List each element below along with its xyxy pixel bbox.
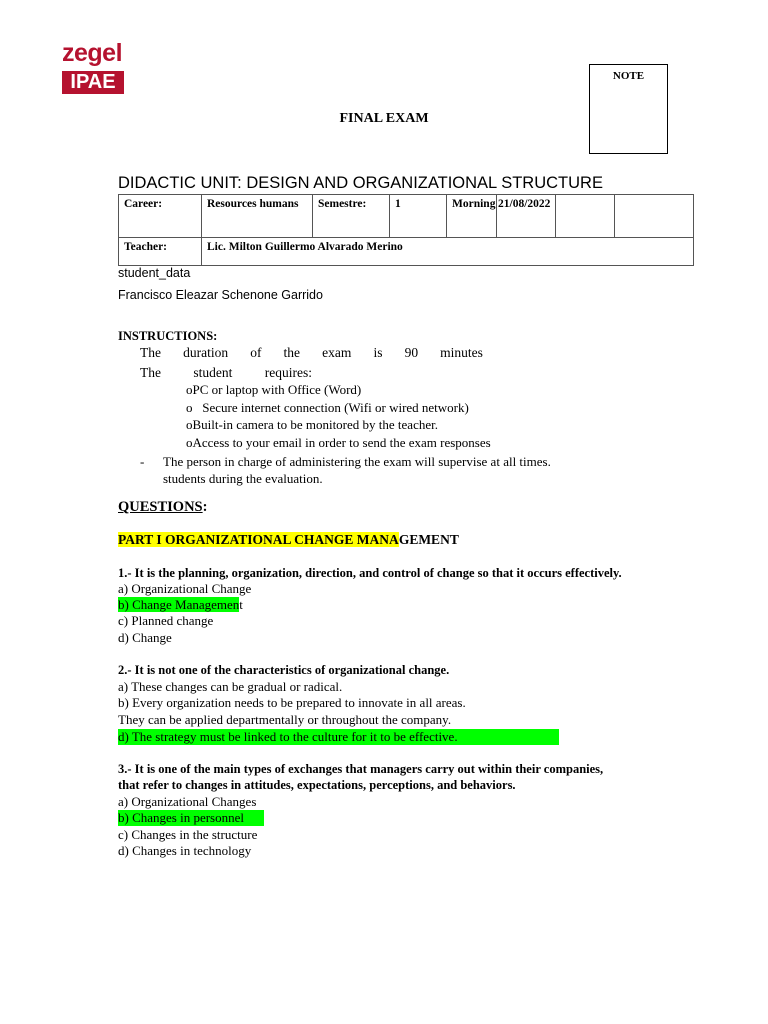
word: 90 — [404, 345, 419, 360]
bullet-icon: o — [186, 435, 193, 450]
requirement-text: Secure internet connection (Wifi or wired network) — [199, 400, 469, 415]
word: The — [140, 345, 161, 360]
q1-option-b — [118, 597, 243, 613]
questions-heading-text: QUESTIONS — [118, 499, 203, 515]
semester-value: 1 — [390, 195, 447, 238]
teacher-value: Lic. Milton Guillermo Alvarado Merino — [202, 238, 694, 266]
questions-colon: : — [202, 499, 208, 515]
q1-option-d: d) Change — [118, 630, 172, 645]
student-name: Francisco Eleazar Schenone Garrido — [118, 288, 323, 302]
table-row — [119, 238, 694, 266]
part1-rest: GEMENT — [398, 532, 459, 547]
career-value: Resources humans — [202, 195, 313, 238]
note-box — [589, 64, 668, 154]
requirement-item — [186, 435, 491, 451]
requirement-text: Access to your email in order to send the exam responses — [192, 435, 491, 450]
requirement-item — [186, 382, 361, 398]
q2-option-a: a) These changes can be gradual or radical. — [118, 679, 343, 694]
bullet-icon: o — [186, 417, 193, 432]
teacher-label: Teacher: — [119, 238, 202, 266]
semester-label: Semestre: — [313, 195, 390, 238]
logo-zegel: zegel — [62, 39, 123, 67]
logo-ipae: IPAE — [62, 71, 124, 94]
part1-heading — [118, 532, 459, 548]
q1-option-b-highlighted: b) Change Managemen — [118, 597, 240, 612]
q3-option-a: a) Organizational Changes — [118, 794, 257, 809]
empty-cell — [556, 195, 615, 238]
table-row — [119, 195, 694, 238]
word: the — [283, 345, 301, 360]
date-value: 21/08/2022 — [497, 195, 556, 238]
q1-option-c: c) Planned change — [118, 613, 214, 628]
didactic-unit: DIDACTIC UNIT: DESIGN AND ORGANIZATIONAL STRUCTURE — [118, 174, 603, 192]
note-label: NOTE — [612, 70, 645, 82]
word: is — [373, 345, 383, 360]
q1-question: 1.- It is the planning, organization, direction, and control of change so that it occurs effectively. — [118, 566, 622, 580]
part1-highlighted: PART I ORGANIZATIONAL CHANGE MANA — [118, 532, 399, 547]
q3-option-d: d) Changes in technology — [118, 843, 252, 858]
dash-icon: - — [140, 454, 145, 469]
q2-question: 2.- It is not one of the characteristics of organizational change. — [118, 663, 450, 677]
bullet-icon: o — [186, 400, 193, 415]
requirement-text: Built-in camera to be monitored by the teacher. — [192, 417, 438, 432]
empty-cell — [615, 195, 694, 238]
supervise-line-2: students during the evaluation. — [163, 471, 323, 486]
student-data-label: student_data — [118, 266, 191, 280]
word: duration — [183, 345, 229, 360]
supervise-line-1: The person in charge of administering the exam will supervise at all times. — [163, 454, 551, 469]
requirement-item — [186, 400, 469, 416]
q2-option-d: d) The strategy must be linked to the culture for it to be effective. — [118, 729, 559, 745]
exam-title: FINAL EXAM — [339, 111, 429, 126]
q2-option-c: They can be applied departmentally or throughout the company. — [118, 712, 452, 727]
word: of — [250, 345, 262, 360]
q3-option-b: b) Changes in personnel — [118, 810, 264, 826]
q1-option-a: a) Organizational Change — [118, 581, 252, 596]
requirement-item — [186, 417, 438, 433]
word: The — [140, 365, 161, 380]
word: minutes — [440, 345, 483, 360]
career-label: Career: — [119, 195, 202, 238]
word: exam — [322, 345, 352, 360]
q1-option-b-rest: t — [239, 597, 243, 612]
q2-option-b: b) Every organization needs to be prepared to innovate in all areas. — [118, 695, 466, 710]
duration-line — [140, 345, 483, 361]
word: student — [193, 365, 233, 380]
bullet-icon: o — [186, 382, 193, 397]
q3-question-line-1: 3.- It is one of the main types of exchanges that managers carry out within their companies, — [118, 762, 604, 776]
requires-line — [140, 365, 312, 381]
instructions-heading: INSTRUCTIONS: — [118, 329, 218, 343]
requirement-text: PC or laptop with Office (Word) — [192, 382, 362, 397]
questions-heading — [118, 499, 207, 516]
q3-question-line-2: that refer to changes in attitudes, expectations, perceptions, and behaviors. — [118, 778, 516, 792]
word: requires: — [264, 365, 312, 380]
shift-value: Morning — [447, 195, 497, 238]
info-table — [118, 194, 694, 266]
q3-option-c: c) Changes in the structure — [118, 827, 258, 842]
